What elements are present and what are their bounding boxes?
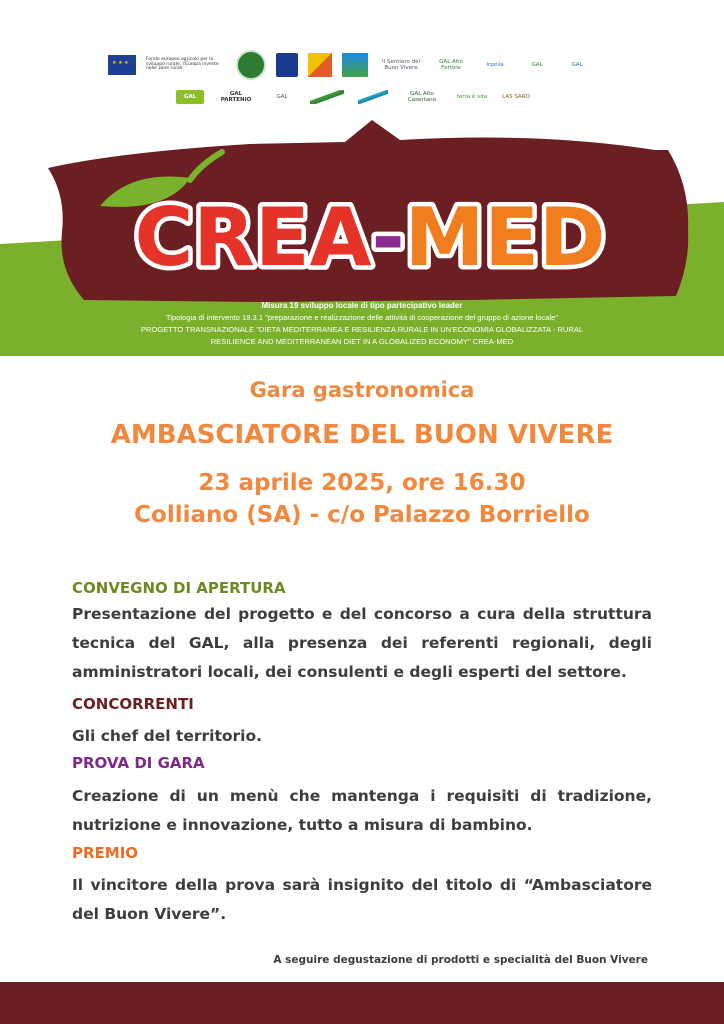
- gal-green-logo: GAL: [176, 90, 204, 104]
- irpinia-logo: Irpinia: [486, 61, 504, 68]
- mountain-logo: [310, 90, 344, 104]
- crea-med-logo-text: [135, 191, 606, 284]
- partner-logos-row-2: [176, 90, 530, 104]
- logo-part-crea: CREA: [134, 191, 372, 284]
- regione-campania-logo: [276, 53, 298, 77]
- italian-republic-emblem-logo: [236, 50, 266, 80]
- gal-logo-a: GAL: [531, 61, 543, 68]
- gal-logo-c: GAL: [276, 93, 288, 100]
- banner-project-line-2: RESILIENCE AND MEDITERRANEAN DIET IN A GLOBALIZED ECONOMY" CREA-MED: [210, 337, 514, 346]
- las-saro-logo: LAS SARO: [502, 93, 530, 100]
- bottom-maroon-bar: [0, 982, 724, 1024]
- section-title-concorrenti: CONCORRENTI: [72, 695, 194, 713]
- partner-logos-row-1: [108, 50, 592, 80]
- banner-project-line-1: PROGETTO TRANSNAZIONALE "DIETA MEDITERRANEA E RESILIENZA RURALE IN UN'ECONOMIA GLOBALIZZATA - RURAL: [140, 325, 584, 334]
- event-place: Colliano (SA) - c/o Palazzo Borriello: [134, 502, 590, 528]
- gal-alto-casertano-logo: GAL Alto Casertano: [407, 90, 437, 103]
- section-text-convegno: Presentazione del progetto e del concorso a cura della struttura tecnica del GAL, alla presenza dei referenti regionali, degli amministratori locali, dei consulenti e degli esperti del settore.: [72, 605, 652, 681]
- section-text-premio: Il vincitore della prova sarà insignito del titolo di “Ambasciatore del Buon Vivere”.: [72, 876, 652, 923]
- banner-intervention-line: Tipologia di intervento 19.3.1 "preparazione e realizzazione delle attività di cooperazione del gruppo di azione locale": [165, 313, 559, 322]
- gal-alto-fortore-logo: GAL Alto Fortore: [439, 58, 463, 71]
- event-datetime: 23 aprile 2025, ore 16.30: [198, 470, 526, 496]
- gal-partenio-logo: GAL PARTENIO: [220, 90, 252, 103]
- event-title: AMBASCIATORE DEL BUON VIVERE: [110, 420, 614, 450]
- psr-campania-logo: [308, 53, 332, 77]
- logo-part-med: MED: [404, 191, 606, 284]
- eu-fund-label: Fondo europeo agricolo per lo sviluppo rurale: l'Europa investe nelle zone rurali: [146, 56, 219, 72]
- logo-part-dash: -: [371, 191, 405, 284]
- terra-e-vita-logo: terra è vita: [456, 93, 488, 100]
- leader-logo: [342, 53, 368, 77]
- gal-logo-b: GAL: [571, 61, 583, 68]
- eu-flag-logo: [108, 55, 136, 75]
- section-text-concorrenti: Gli chef del territorio.: [72, 727, 263, 745]
- footnote-degustazione: A seguire degustazione di prodotti e specialità del Buon Vivere: [273, 954, 648, 966]
- section-text-prova-di-gara: Creazione di un menù che mantenga i requisiti di tradizione, nutrizione e innovazione, tutto a misura di bambino.: [72, 787, 652, 834]
- event-subtitle: Gara gastronomica: [249, 378, 475, 402]
- sentiero-buon-vivere-logo: Il Sentiero del Buon Vivere: [382, 58, 420, 71]
- section-title-prova-di-gara: PROVA DI GARA: [72, 754, 205, 772]
- banner-measure-line: Misura 19 sviluppo locale di tipo partecipativo leader: [261, 301, 463, 310]
- section-title-convegno: CONVEGNO DI APERTURA: [72, 579, 286, 597]
- wave-logo: [358, 90, 388, 104]
- section-title-premio: PREMIO: [72, 844, 139, 862]
